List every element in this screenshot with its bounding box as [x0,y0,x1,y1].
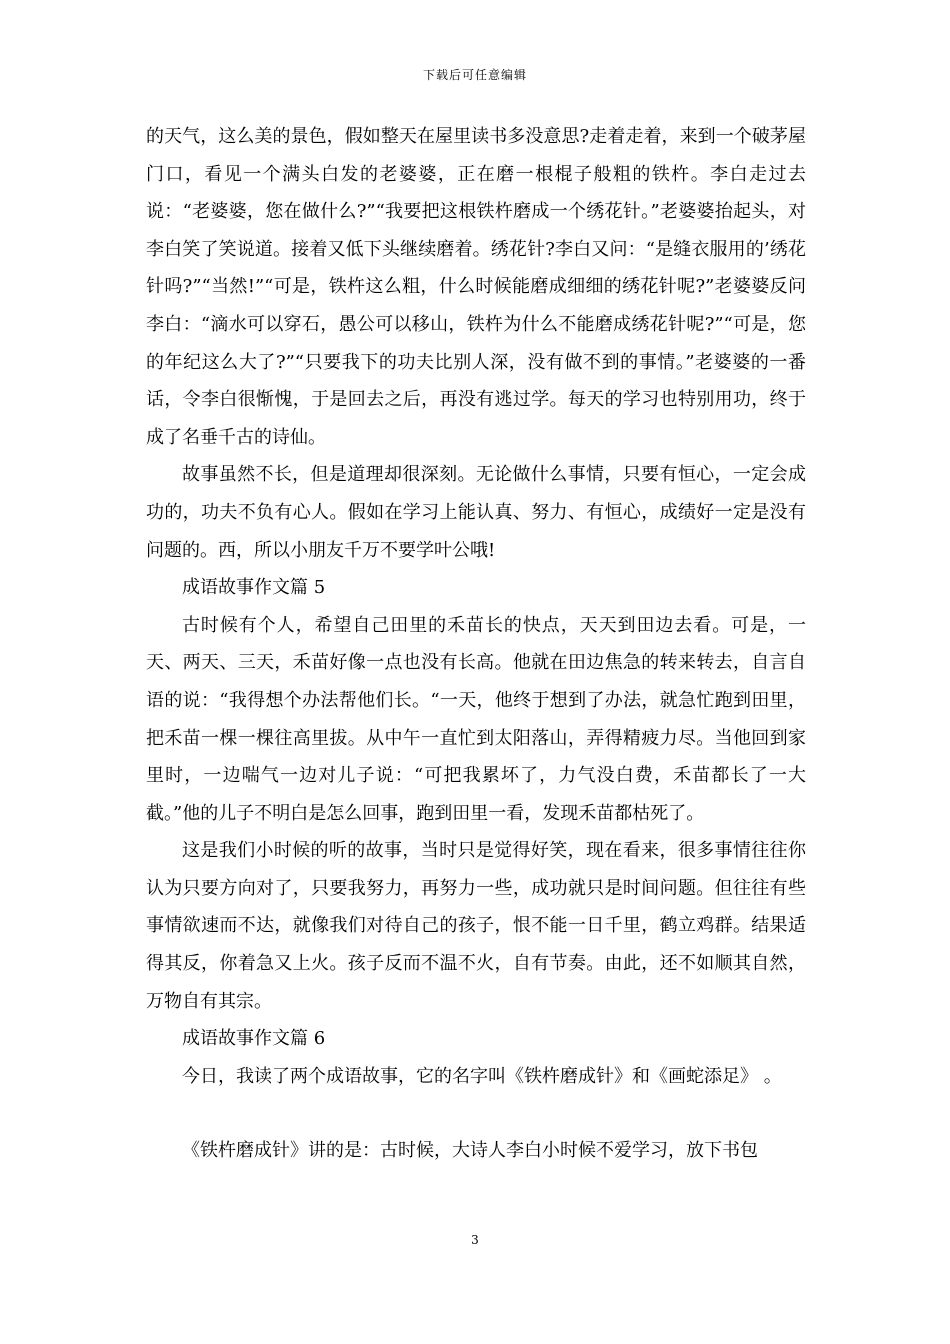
page-header: 下载后可任意编辑 [422,68,527,82]
paragraph-moral: 故事虽然不长，但是道理却很深刻。无论做什么事情，只要有恒心，一定会成功的，功夫不负有心人。假如在学习上能认真、努力、有恒心，成绩好一定是没有问题的。西，所以小朋友千万不要学叶公哦! [146,464,806,561]
paragraph-seedling-story: 古时候有个人，希望自己田里的禾苗长的快点，天天到田边去看。可是，一天、两天、三天，禾苗好像一点也没有长高。他就在田边焦急的转来转去，自言自语的说：“我得想个办法帮他们长。“一天，他终于想到了办法，就急忙跑到田里，把禾苗一棵一棵往高里拔。从中午一直忙到太阳落山，弄得精疲力尽。当他回到家里时，一边喘气一边对儿子说：“可把我累坏了，力气没白费，禾苗都长了一大截。”他的儿子不明白是怎么回事，跑到田里一看，发现禾苗都枯死了。 [146,614,806,824]
section-heading-5: 成语故事作文篇 5 [182,577,326,599]
blank-line [146,1095,806,1132]
document-body [146,118,806,1170]
paragraph-li-bai-story: 的天气，这么美的景色，假如整天在屋里读书多没意思?走着走着，来到一个破茅屋门口，看见一个满头白发的老婆婆，正在磨一根棍子般粗的铁杵。李白走过去说：“老婆婆，您在做什么?”“我要把这根铁杵磨成一个绣花针。”老婆婆抬起头，对李白笑了笑说道。接着又低下头继续磨着。绣花针?李白又问：“是缝衣服用的’绣花针吗?”“当然!”“可是，铁杵这么粗，什么时候能磨成细细的绣花针呢?”老婆婆反问李白：“滴水可以穿石，愚公可以移山，铁杵为什么不能磨成绣花针呢?”“可是，您的年纪这么大了?”“只要我下的功夫比别人深，没有做不到的事情。”老婆婆的一番话，令李白很惭愧，于是回去之后，再没有逃过学。每天的学习也特别用功，终于成了名垂千古的诗仙。 [146,126,806,448]
paragraph-reflection: 这是我们小时候的听的故事，当时只是觉得好笑，现在看来，很多事情往往你认为只要方向对了，只要我努力，再努力一些，成功就只是时间问题。但往往有些事情欲速而不达，就像我们对待自己的孩子，恨不能一日千里，鹤立鸡群。结果适得其反，你着急又上火。孩子反而不温不火，自有节奏。由此，还不如顺其自然，万物自有其宗。 [146,840,806,1012]
paragraph-iron-pestle: 《铁杵磨成针》讲的是：古时候，大诗人李白小时候不爱学习，放下书包 [182,1140,758,1162]
section-heading-6: 成语故事作文篇 6 [182,1028,326,1050]
page-number: 3 [471,1233,479,1247]
paragraph-intro: 今日，我读了两个成语故事，它的名字叫《铁杵磨成针》和《画蛇添足》 。 [182,1065,782,1087]
